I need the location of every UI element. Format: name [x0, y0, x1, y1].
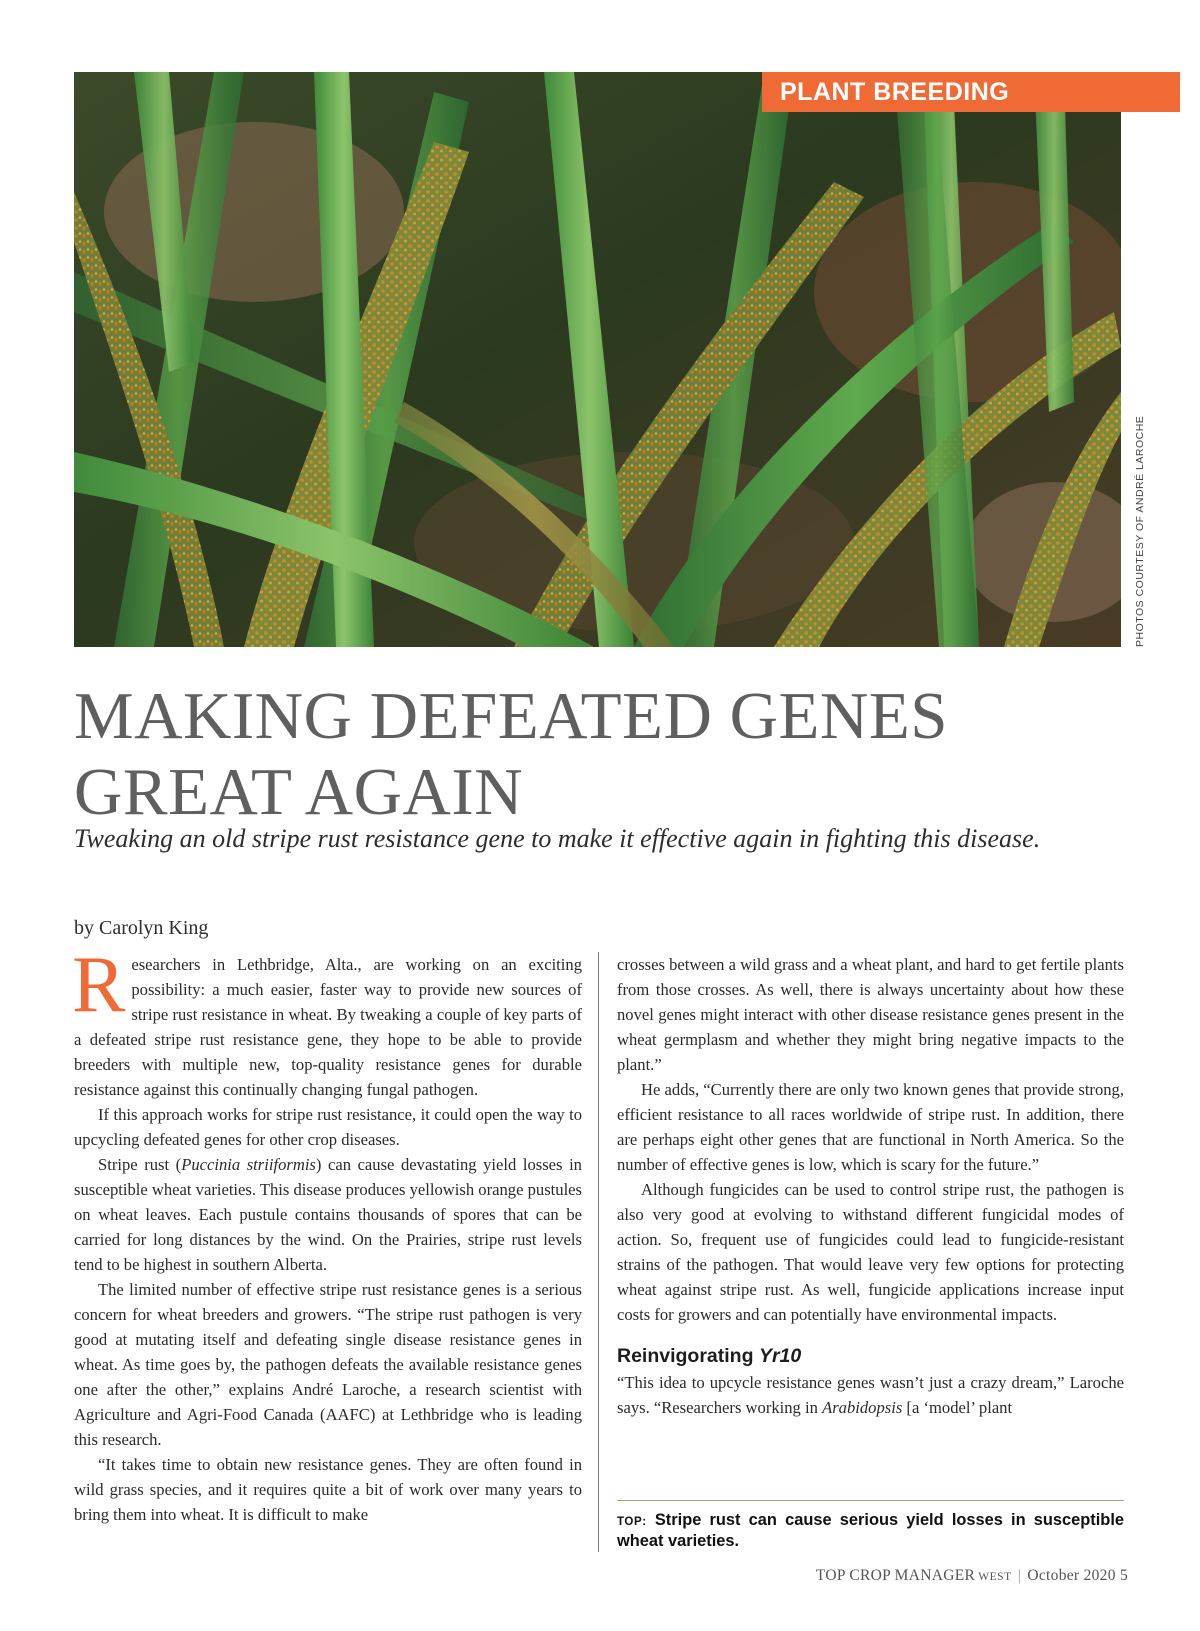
- paragraph: The limited number of effective stripe rust resistance genes is a serious concern for wheat breeders and growers. “The stripe rust pathogen is very good at mutating itself and defeating single disease resistance genes in wheat. As time goes by, the pathogen defeats the available resistance genes one after the other,” explains André Laroche, a research scientist with Agriculture and Agri-Food Canada (AAFC) at Lethbridge who is leading this research.: [74, 1280, 582, 1449]
- species-name: Puccinia striiformis: [181, 1155, 316, 1174]
- caption-label: TOP:: [617, 1516, 647, 1528]
- paragraph: crosses between a wild grass and a wheat plant, and hard to get fertile plants from those crosses. As well, there is always uncertainty about how these novel genes might interact with other disease resistance genes present in the wheat germplasm and whether they might bring negative impacts to the plant.”: [617, 955, 1124, 1074]
- footer-separator: |: [1017, 1567, 1022, 1584]
- headline-line-2: GREAT AGAIN: [74, 755, 524, 829]
- deck: Tweaking an old stripe rust resistance gene to make it effective again in fighting this disease.: [74, 824, 1041, 853]
- headline: [74, 678, 1134, 830]
- page-footer: [816, 1567, 1128, 1585]
- publication-name: TOP CROP MANAGER: [815, 1567, 976, 1584]
- issue-and-page: October 2020 5: [1027, 1567, 1128, 1584]
- paragraph: Stripe rust (Puccinia striiformis) can cause devastating yield losses in susceptible wheat varieties. This disease produces yellowish orange pustules on wheat leaves. Each pustule contains thousands of spores that can be carried for long distances by the wind. On the Prairies, stripe rust levels tend to be highest in southern Alberta.: [74, 1155, 582, 1274]
- headline-line-1: MAKING DEFEATED GENES: [74, 679, 949, 753]
- drop-cap: R: [72, 941, 126, 1029]
- section-tag: PLANT BREEDING: [762, 72, 1180, 112]
- byline: by Carolyn King: [74, 917, 209, 939]
- hero-photo: [74, 72, 1121, 647]
- wheat-rust-photo: [74, 72, 1121, 647]
- paragraph: He adds, “Currently there are only two known genes that provide strong, efficient resistance to all races worldwide of stripe rust. In addition, there are perhaps eight other genes that are functional in North America. So the number of effective genes is low, which is scary for the future.”: [617, 1080, 1124, 1174]
- caption-rule: [617, 1500, 1124, 1501]
- paragraph: “It takes time to obtain new resistance genes. They are often found in wild grass species, and it requires quite a bit of work over many years to bring them into wheat. It is difficult to make: [74, 1455, 582, 1524]
- photo-credit: PHOTOS COURTESY OF ANDRÉ LAROCHE: [1134, 415, 1146, 647]
- publication-edition: WEST: [975, 1571, 1012, 1583]
- paragraph: “This idea to upcycle resistance genes wasn’t just a crazy dream,” Laroche says. “Researchers working in Arabidopsis [a ‘model’ plant: [617, 1373, 1124, 1417]
- article-column-right: [617, 952, 1124, 1420]
- paragraph: Researchers in Lethbridge, Alta., are working on an exciting possibility: a much easier, faster way to provide new sources of stripe rust resistance in wheat. By tweaking a couple of key parts of a defeated stripe rust resistance gene, they hope to be able to provide breeders with multiple new, top-quality resistance genes for durable resistance against this continually changing fungal pathogen.: [72, 941, 582, 1099]
- article-column-left: [72, 941, 582, 1527]
- column-divider: [598, 952, 599, 1552]
- photo-caption: TOP: Stripe rust can cause serious yield losses in susceptible wheat varieties.: [617, 1511, 1124, 1550]
- paragraph: If this approach works for stripe rust resistance, it could open the way to upcycling defeated genes for other crop diseases.: [74, 1105, 582, 1149]
- subheading: Reinvigorating Yr10: [617, 1345, 802, 1367]
- paragraph: Although fungicides can be used to control stripe rust, the pathogen is also very good at evolving to withstand different fungicidal modes of action. So, frequent use of fungicides could lead to fungicide-resistant strains of the pathogen. That would leave very few options for protecting wheat against stripe rust. As well, fungicide applications increase input costs for growers and can potentially have environmental impacts.: [617, 1180, 1124, 1324]
